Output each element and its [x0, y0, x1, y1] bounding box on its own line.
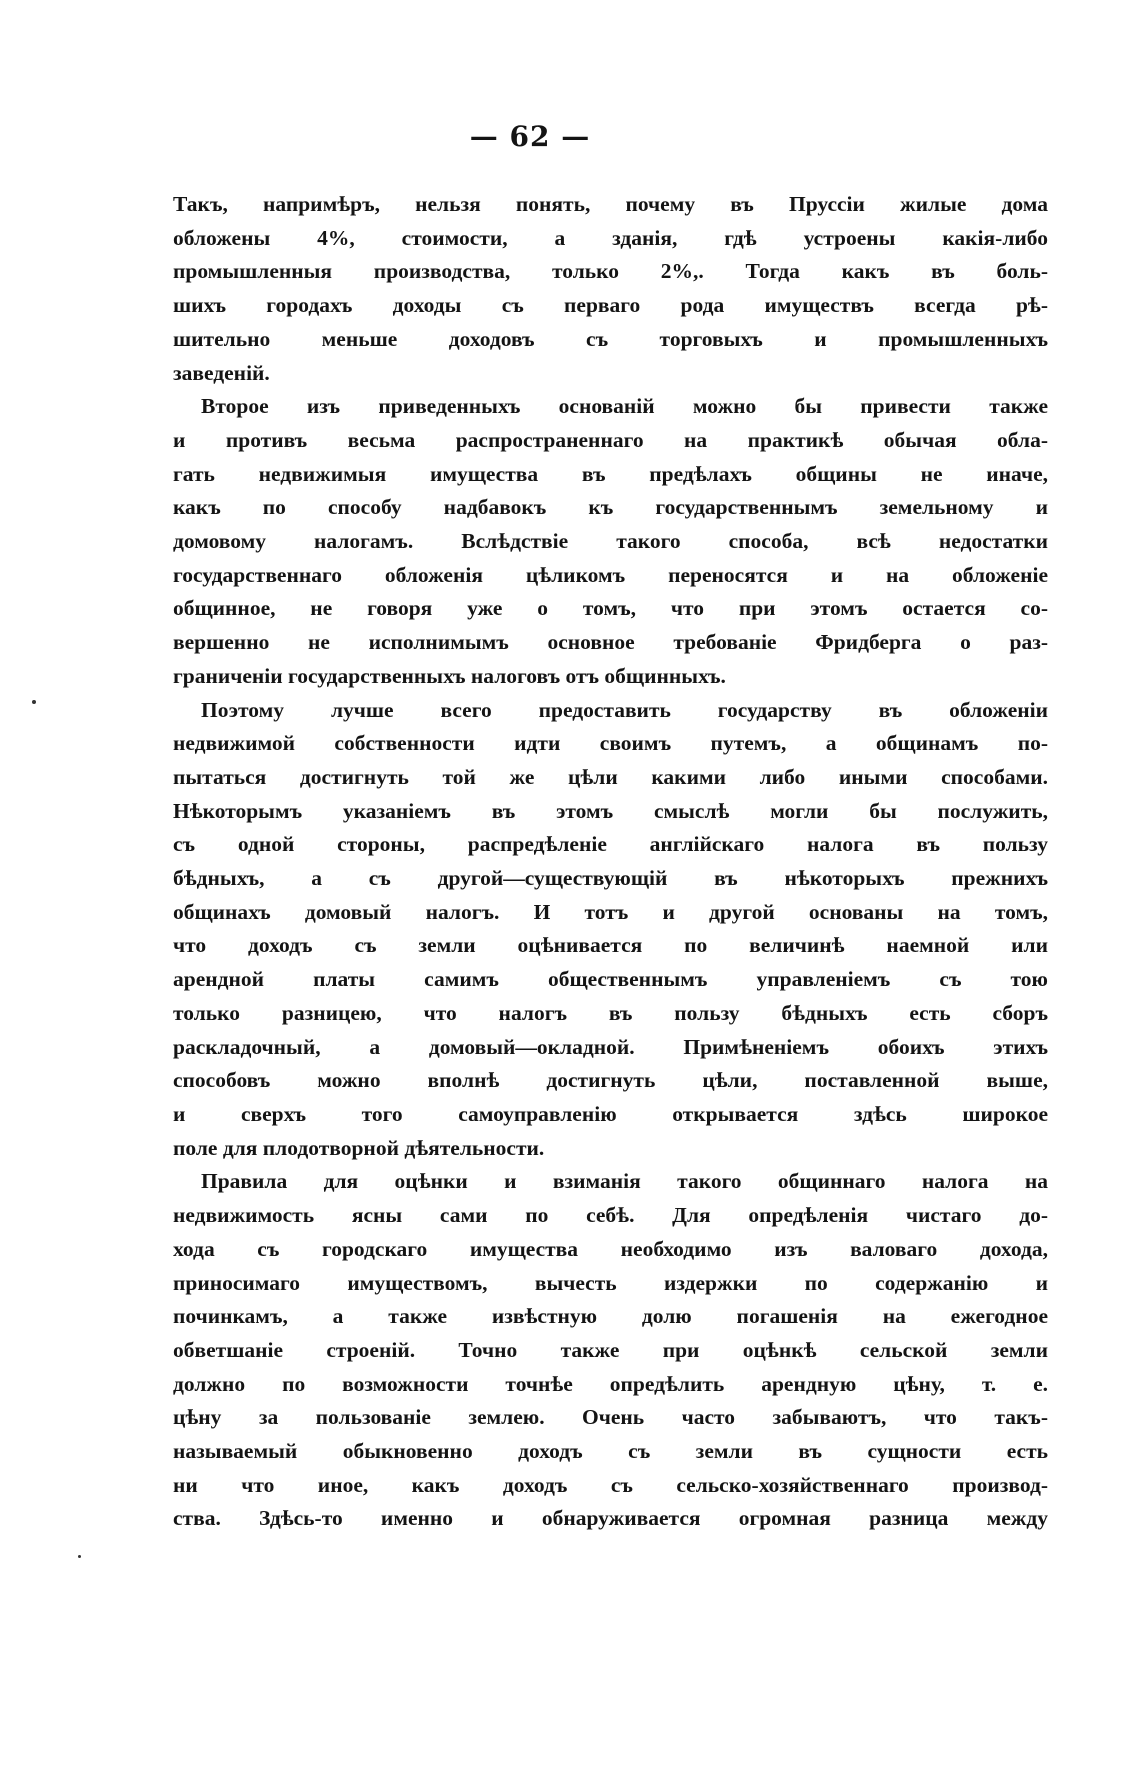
text-line: должно по возможности точнѣе опредѣлить арендную цѣну, т. е.	[173, 1371, 1048, 1396]
text-line: Нѣкоторымъ указаніемъ въ этомъ смыслѣ могли бы послужить,	[173, 798, 1048, 823]
text-line: граниченіи государственныхъ налоговъ отъ общинныхъ.	[173, 663, 726, 688]
text-line: съ одной стороны, распредѣленіе англійскаго налога въ пользу	[173, 832, 1048, 857]
text-line: общинное, не говоря уже о томъ, что при этомъ остается со-	[173, 596, 1048, 621]
text-line: недвижимость ясны сами по себѣ. Для опредѣленія чистаго до-	[173, 1203, 1048, 1228]
text-line: способовъ можно вполнѣ достигнуть цѣли, поставленной выше,	[173, 1068, 1048, 1093]
text-line: хода съ городскаго имущества необходимо изъ валоваго дохода,	[173, 1236, 1048, 1261]
text-line: недвижимой собственности идти своимъ путемъ, а общинамъ по-	[173, 731, 1048, 756]
body-text	[173, 188, 1048, 1536]
text-line: арендной платы самимъ общественнымъ управленіемъ съ тою	[173, 967, 1048, 992]
text-line: бѣдныхъ, а съ другой—существующій въ нѣкоторыхъ прежнихъ	[173, 866, 1048, 891]
text-line: шихъ городахъ доходы съ перваго рода имуществъ всегда рѣ-	[173, 293, 1048, 318]
ink-speck	[32, 700, 36, 704]
text-line: Второе изъ приведенныхъ основаній можно бы привести также	[201, 394, 1048, 419]
text-line: приносимаго имуществомъ, вычесть издержки по содержанію и	[173, 1270, 1048, 1295]
text-line: Поэтому лучше всего предоставить государству въ обложеніи	[201, 697, 1048, 722]
text-line: и противъ весьма распространеннаго на практикѣ обычая обла-	[173, 427, 1048, 452]
text-line: поле для плодотворной дѣятельности.	[173, 1135, 545, 1160]
text-line: называемый обыкновенно доходъ съ земли въ сущности есть	[173, 1439, 1048, 1464]
page-number: — 62 —	[469, 120, 591, 153]
text-line: заведеній.	[173, 360, 270, 385]
text-line: какъ по способу надбавокъ къ государственнымъ земельному и	[173, 495, 1048, 520]
text-line: промышленныя производства, только 2%,. Тогда какъ въ боль-	[173, 259, 1048, 284]
text-line: государственнаго обложенія цѣликомъ переносятся и на обложеніе	[173, 562, 1048, 587]
text-line: Правила для оцѣнки и взиманія такого общиннаго налога на	[201, 1169, 1048, 1194]
text-line: раскладочный, а домовый—окладной. Примѣненіемъ обоихъ этихъ	[173, 1034, 1048, 1059]
text-line: обветшаніе строеній. Точно также при оцѣнкѣ сельской земли	[173, 1337, 1048, 1362]
text-line: гать недвижимыя имущества въ предѣлахъ общины не иначе,	[173, 461, 1048, 486]
text-line: только разницею, что налогъ въ пользу бѣдныхъ есть сборъ	[173, 1000, 1048, 1025]
text-line: Такъ, напримѣръ, нельзя понять, почему въ Пруссіи жилые дома	[173, 192, 1048, 216]
text-line: шительно меньше доходовъ съ торговыхъ и промышленныхъ	[173, 326, 1048, 351]
text-line: и сверхъ того самоуправленію открывается здѣсь широкое	[173, 1101, 1048, 1126]
text-line: ни что иное, какъ доходъ съ сельско-хозяйственнаго производ-	[173, 1472, 1048, 1497]
text-line: цѣну за пользованіе землею. Очень часто забываютъ, что такъ-	[173, 1405, 1048, 1430]
text-line: общинахъ домовый налогъ. И тотъ и другой основаны на томъ,	[173, 899, 1048, 924]
text-line: ства. Здѣсь-то именно и обнаруживается огромная разница между	[173, 1506, 1048, 1531]
text-line: что доходъ съ земли оцѣнивается по величинѣ наемной или	[173, 933, 1048, 958]
text-line: обложены 4%, стоимости, а зданія, гдѣ устроены какія-либо	[173, 225, 1048, 250]
ink-speck	[78, 1555, 81, 1558]
text-line: починкамъ, а также извѣстную долю погашенія на ежегодное	[173, 1304, 1048, 1329]
text-line: пытаться достигнуть той же цѣли какими либо иными способами.	[173, 764, 1048, 789]
text-line: вершенно не исполнимымъ основное требованіе Фридберга о раз-	[173, 630, 1048, 655]
text-line: домовому налогамъ. Вслѣдствіе такого способа, всѣ недостатки	[173, 529, 1048, 554]
